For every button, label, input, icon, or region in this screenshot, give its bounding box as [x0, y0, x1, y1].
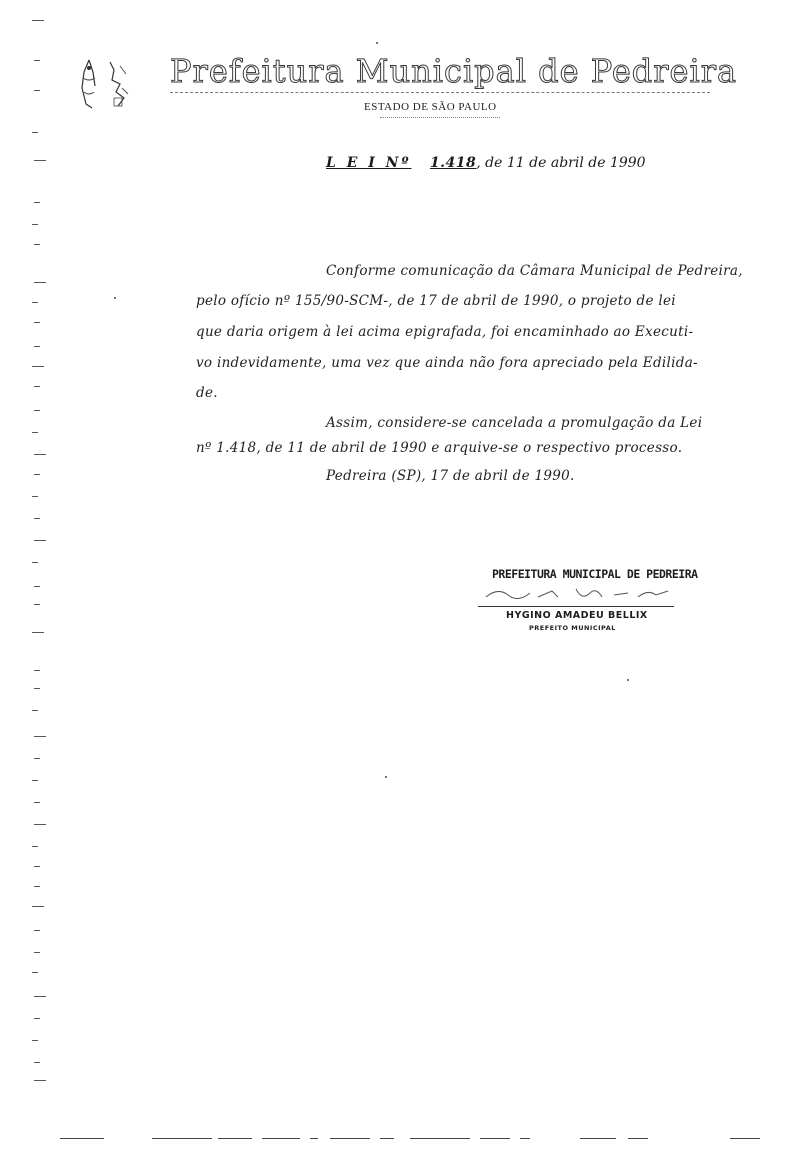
signature-line: [478, 606, 674, 607]
coat-of-arms-icon: [72, 52, 136, 114]
scan-margin-dash: [32, 710, 38, 711]
scan-margin-dash: [32, 432, 38, 433]
scan-margin-dash: [34, 604, 40, 605]
scan-margin-dash: [34, 758, 40, 759]
scan-bottom-dash: [330, 1138, 370, 1139]
law-number: 1.418: [429, 155, 477, 171]
scan-margin-dash: [34, 1062, 40, 1063]
scan-margin-dash: [34, 474, 40, 475]
scan-speck: [627, 679, 629, 681]
scan-margin-dash: [34, 1080, 46, 1081]
scan-margin-dash: [32, 20, 44, 21]
law-date: , de 11 de abril de 1990: [476, 155, 646, 171]
scan-margin-dash: [34, 1018, 40, 1019]
scan-margin-dash: [34, 518, 40, 519]
scan-margin-dash: [34, 540, 46, 541]
scan-bottom-dash: [730, 1138, 760, 1139]
scan-margin-dash: [34, 202, 40, 203]
scan-margin-dash: [32, 780, 38, 781]
scan-margin-dash: [34, 886, 40, 887]
scan-bottom-dash: [410, 1138, 470, 1139]
scan-margin-dash: [34, 824, 46, 825]
scan-margin-dash: [34, 346, 40, 347]
state-subtitle: ESTADO DE SÃO PAULO: [364, 101, 497, 113]
municipality-title: Prefeitura Municipal de Pedreira: [170, 52, 738, 90]
scan-margin-dash: [34, 802, 40, 803]
scan-speck: [376, 42, 378, 44]
scan-speck: [114, 297, 116, 299]
scan-margin-dash: [34, 410, 40, 411]
law-prefix: L E I Nº: [326, 155, 412, 171]
scan-margin-dash: [32, 846, 38, 847]
scan-margin-dash: [34, 322, 40, 323]
scan-margin-dash: [34, 454, 46, 455]
handwritten-signature-icon: [478, 583, 678, 605]
scan-margin-dash: [32, 972, 38, 973]
scan-margin-marks: [30, 20, 60, 1100]
body-line-4: vo indevidamente, uma vez que ainda não fora apreciado pela Edilida-: [196, 355, 698, 371]
body-line-7: nº 1.418, de 11 de abril de 1990 e arquive-se o respectivo processo.: [196, 440, 683, 456]
municipal-stamp-title: PREFEITURA MUNICIPAL DE PEDREIRA: [492, 567, 698, 581]
scan-margin-dash: [32, 132, 38, 133]
scan-margin-dash: [34, 282, 46, 283]
body-line-3: que daria origem à lei acima epigrafada, foi encaminhado ao Executi-: [196, 324, 694, 340]
scan-margin-dash: [32, 906, 44, 907]
scan-bottom-dash: [580, 1138, 616, 1139]
scan-margin-dash: [34, 736, 46, 737]
scan-margin-dash: [34, 866, 40, 867]
scan-margin-dash: [32, 224, 38, 225]
scan-margin-dash: [32, 562, 38, 563]
scan-margin-dash: [34, 930, 40, 931]
scan-bottom-dash: [60, 1138, 104, 1139]
scan-margin-dash: [34, 688, 40, 689]
scan-bottom-marks: [0, 1136, 800, 1142]
scan-margin-dash: [34, 160, 46, 161]
scan-margin-dash: [34, 952, 40, 953]
scan-margin-dash: [32, 366, 44, 367]
scan-margin-dash: [34, 244, 40, 245]
scan-margin-dash: [34, 670, 40, 671]
state-divider: [380, 117, 500, 118]
scan-bottom-dash: [380, 1138, 394, 1139]
scan-margin-dash: [34, 90, 40, 91]
scan-margin-dash: [32, 1040, 38, 1041]
scan-bottom-dash: [480, 1138, 510, 1139]
scan-margin-dash: [34, 60, 40, 61]
signer-role: PREFEITO MUNICIPAL: [529, 624, 616, 632]
scan-bottom-dash: [152, 1138, 212, 1139]
law-heading: [326, 155, 646, 171]
date-place-line: Pedreira (SP), 17 de abril de 1990.: [326, 468, 575, 484]
scan-margin-dash: [34, 386, 40, 387]
scan-bottom-dash: [262, 1138, 300, 1139]
scan-margin-dash: [32, 632, 44, 633]
header-divider: [170, 92, 710, 93]
scan-margin-dash: [34, 586, 40, 587]
body-line-1: Conforme comunicação da Câmara Municipal de Pedreira,: [326, 263, 743, 279]
scan-bottom-dash: [628, 1138, 648, 1139]
scan-margin-dash: [34, 996, 46, 997]
body-line-2: pelo ofício nº 155/90-SCM-, de 17 de abril de 1990, o projeto de lei: [196, 293, 676, 309]
scan-margin-dash: [32, 302, 38, 303]
signer-name: HYGINO AMADEU BELLIX: [506, 610, 648, 621]
scan-bottom-dash: [520, 1138, 530, 1139]
scan-bottom-dash: [310, 1138, 318, 1139]
body-line-5: de.: [196, 385, 218, 401]
body-line-6: Assim, considere-se cancelada a promulgação da Lei: [326, 415, 703, 431]
scan-speck: [385, 776, 387, 778]
scan-margin-dash: [32, 496, 38, 497]
scan-bottom-dash: [218, 1138, 252, 1139]
